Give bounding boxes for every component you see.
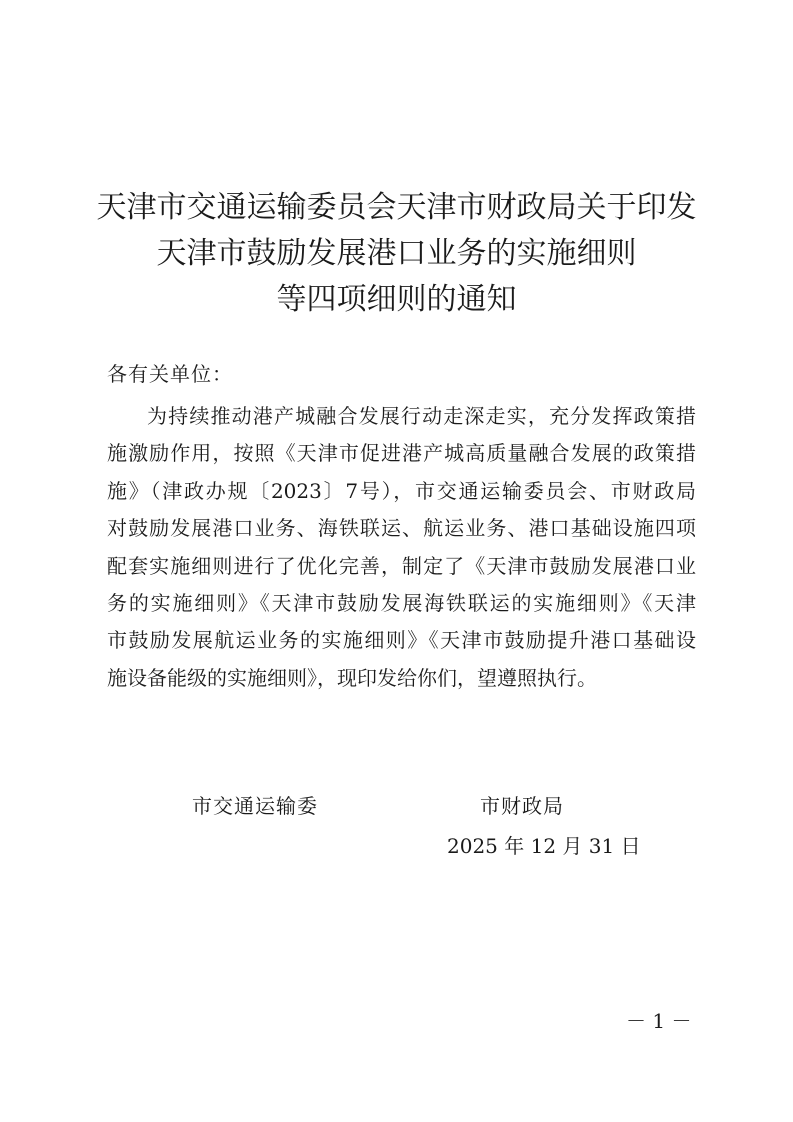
title-line-1: 天津市交通运输委员会天津市财政局关于印发: [96, 190, 697, 225]
body-line: 对鼓励发展港口业务、海铁联运、航运业务、港口基础设施四项: [107, 516, 696, 541]
signature-transport-commission: 市交通运输委: [192, 794, 318, 818]
body-line: 市鼓励发展航运业务的实施细则》《天津市鼓励提升港口基础设: [107, 628, 696, 653]
page-number: － 1 －: [626, 1009, 692, 1033]
body-line: 施激励作用，按照《天津市促进港产城高质量融合发展的政策措: [107, 441, 696, 466]
signature-date: 2025 年 12 月 31 日: [447, 834, 641, 858]
body-line: 配套实施细则进行了优化完善，制定了《天津市鼓励发展港口业: [107, 553, 696, 578]
title-line-3: 等四项细则的通知: [276, 282, 517, 317]
title-line-2: 天津市鼓励发展港口业务的实施细则: [156, 236, 637, 271]
salutation: 各有关单位：: [107, 362, 233, 386]
body-paragraph: [107, 398, 696, 697]
body-line: 务的实施细则》《天津市鼓励发展海铁联运的实施细则》《天津: [107, 590, 696, 615]
body-line: 为持续推动港产城融合发展行动走深走实，充分发挥政策措: [147, 404, 696, 428]
signature-finance-bureau: 市财政局: [480, 794, 564, 818]
body-line: 施设备能级的实施细则》，现印发给你们，望遵照执行。: [107, 665, 597, 690]
body-line: 施》（津政办规〔2023〕7号），市交通运输委员会、市财政局: [107, 478, 696, 503]
document-title: [0, 185, 793, 323]
